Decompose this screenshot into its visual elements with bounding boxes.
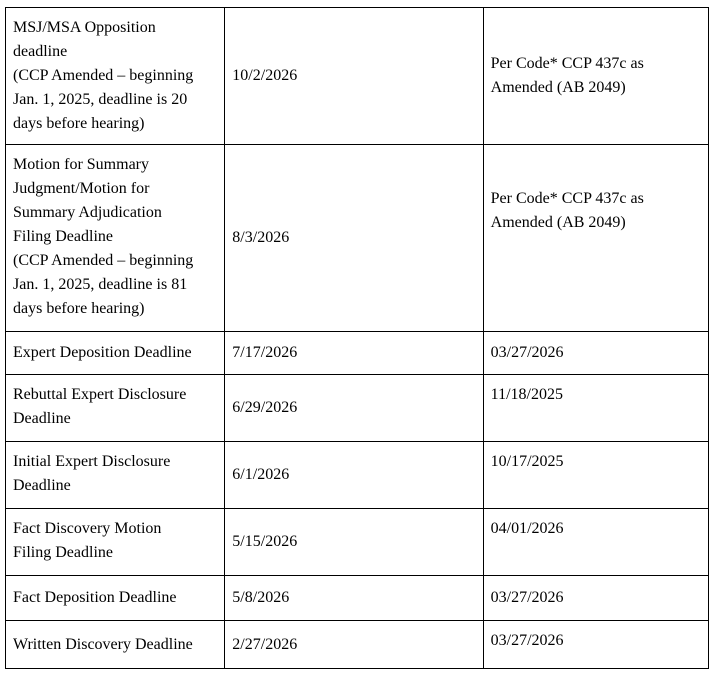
event-line: Written Discovery Deadline xyxy=(13,635,193,653)
event-line: days before hearing) xyxy=(13,300,145,317)
table-row xyxy=(6,8,709,145)
date-value: 6/29/2026 xyxy=(232,399,298,416)
event-cell xyxy=(6,145,225,332)
event-line: Deadline xyxy=(13,410,71,427)
event-line: Filing Deadline xyxy=(13,228,113,245)
event-line: Jan. 1, 2025, deadline is 81 xyxy=(13,276,188,293)
note-line: 03/27/2026 xyxy=(490,589,564,606)
date-cell xyxy=(225,621,483,669)
event-line: Summary Adjudication xyxy=(13,204,162,221)
event-cell xyxy=(6,8,225,145)
event-line: Filing Deadline xyxy=(13,544,113,561)
table-row xyxy=(6,375,709,442)
date-cell xyxy=(225,332,483,375)
note-cell xyxy=(483,8,708,145)
date-cell xyxy=(225,509,483,576)
event-line: Judgment/Motion for xyxy=(13,180,150,197)
date-value: 5/15/2026 xyxy=(232,533,298,550)
note-cell xyxy=(483,576,708,621)
note-line: Per Code* CCP 437c as xyxy=(490,55,644,72)
date-value: 5/8/2026 xyxy=(232,589,290,606)
table-row xyxy=(6,332,709,375)
note-cell xyxy=(483,145,708,332)
note-cell xyxy=(483,442,708,509)
event-line: (CCP Amended – beginning xyxy=(13,67,194,84)
note-cell xyxy=(483,332,708,375)
table-row xyxy=(6,145,709,332)
deadline-table xyxy=(5,7,709,669)
date-cell xyxy=(225,576,483,621)
note-line: 03/27/2026 xyxy=(490,632,564,649)
table-row xyxy=(6,621,709,669)
event-cell xyxy=(6,332,225,375)
event-line: Initial Expert Disclosure xyxy=(13,453,171,470)
event-line: MSJ/MSA Opposition xyxy=(13,19,156,36)
event-line: Expert Deposition Deadline xyxy=(13,344,192,361)
event-cell xyxy=(6,621,225,669)
date-value: 2/27/2026 xyxy=(232,635,298,653)
event-cell xyxy=(6,375,225,442)
date-value: 6/1/2026 xyxy=(232,466,290,483)
note-line: Amended (AB 2049) xyxy=(490,79,626,96)
event-line: (CCP Amended – beginning xyxy=(13,252,194,269)
note-line: 04/01/2026 xyxy=(490,520,564,537)
note-line: 03/27/2026 xyxy=(490,344,564,361)
note-cell xyxy=(483,509,708,576)
date-cell xyxy=(225,442,483,509)
event-line: Fact Discovery Motion xyxy=(13,520,162,537)
date-cell xyxy=(225,375,483,442)
date-cell xyxy=(225,145,483,332)
event-line: days before hearing) xyxy=(13,115,145,132)
event-line: Motion for Summary xyxy=(13,156,149,173)
note-cell xyxy=(483,621,708,669)
table-row xyxy=(6,442,709,509)
event-cell xyxy=(6,576,225,621)
note-line: Amended (AB 2049) xyxy=(490,214,626,231)
event-cell xyxy=(6,442,225,509)
event-line: Deadline xyxy=(13,477,71,494)
event-line: Rebuttal Expert Disclosure xyxy=(13,386,187,403)
note-line: 11/18/2025 xyxy=(490,386,563,403)
note-line: Per Code* CCP 437c as xyxy=(490,190,644,207)
table-row xyxy=(6,509,709,576)
date-cell xyxy=(225,8,483,145)
event-line: Jan. 1, 2025, deadline is 20 xyxy=(13,91,188,108)
event-line: deadline xyxy=(13,43,68,60)
event-line: Fact Deposition Deadline xyxy=(13,589,177,606)
date-value: 7/17/2026 xyxy=(232,344,298,361)
table-row xyxy=(6,576,709,621)
date-value: 10/2/2026 xyxy=(232,67,298,84)
note-cell xyxy=(483,375,708,442)
note-line: 10/17/2025 xyxy=(490,453,564,470)
date-value: 8/3/2026 xyxy=(232,229,290,246)
event-cell xyxy=(6,509,225,576)
